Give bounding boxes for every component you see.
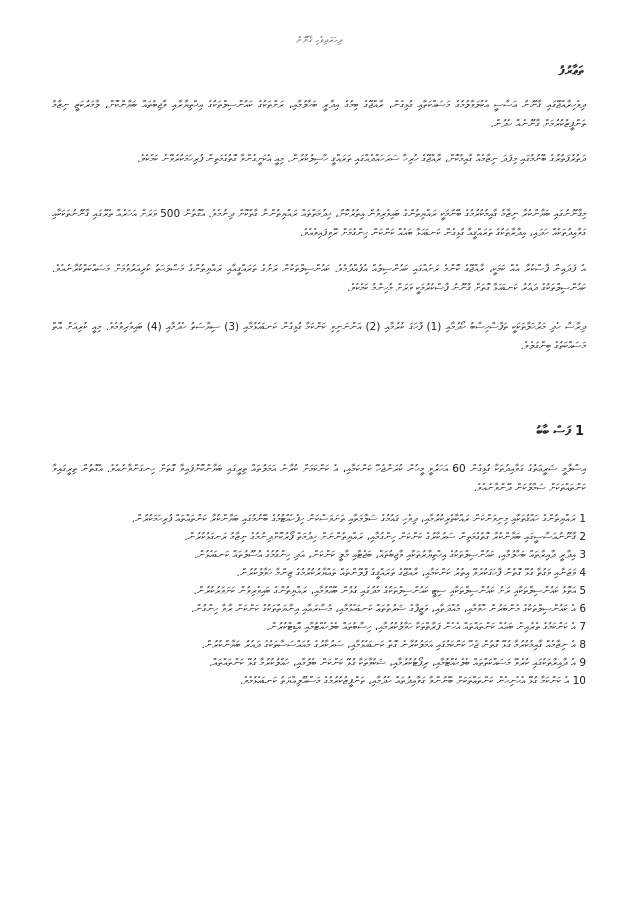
paragraph-3: މިޤާނޫނުގައި ބަޔާންކުރާ ނިޒާމު ގާއިމުކުރުމުގެ ބޭނުމަކީ ރައްޔިތުންގެ ބައިވެރިވުން އިތުރުކޮށް، ޚިދުމަތްތައް ރައްޔިތުންނާ ގާތްކޮށް ދިނުމެވެ. އެގޮތުން 500 ވަރަށް އަހަރެއް ތެރޭގައި ޤާނޫނުތަކަކާއި ގަވާއިދުތަކެއް ހަދައި، އިދާރާތަކުގެ ތަރައްޤީއާ ގުޅިގެން ކަނޑައަޅާ ބައެއް ކަންކަން ހިންގުމަށް ރޭވިފައިވެއެވެ. [52, 208, 586, 239]
list-number: 6 [579, 603, 586, 615]
list-item [52, 672, 586, 690]
list-number: 10 [572, 675, 586, 687]
list-text: އެ ނިޒާމެއް ގާއިމުކުރުމާ ގުޅޭ ގޮތުން ޖެހޭ ކަންކަމުގައި އަމަލުކުރާނެ ގޮތް ކަނޑައެޅުމާއި، ސަރުކާރުގެ މުއައްސަސާތަކުގެ ދައުރު ބަޔާންކުރުން. [201, 639, 576, 651]
paragraph-1: ދިވެހިރާއްޖޭގައި ޤާނޫނު އަސާސީ އެކުލަވާލުމުގެ މަސައްކަތާއި ގުޅިގެން، ރާއްޖޭގެ ބިމުގެ އިދާރީ ބަހާލުމާއި، ރަށްތަކުގެ ކައުންސިލްތަކުގެ އިޚްތިޔާރާއި ވާޖިބުތައް ބަޔާންކޮށް، ލާމަރުކަޒީ ނިޒާމު ތަންފީޒުކުރުމަށް ޤާނޫނެއް ހެދުން. [52, 99, 586, 130]
list-item [52, 528, 586, 546]
list-text: އެ ކަންކަމާ ގުޅޭ އެހެނިހެން ކަންތައްތަކަށް ބޭނުންވާ ގަވާއިދުތައް ހެދުމާއި، ތަންފީޒުކުރުމުގެ މަސްއޫލިއްޔަތު ކަނޑައެޅުމެވެ. [240, 675, 570, 687]
numbered-list [52, 510, 586, 690]
list-text: އެ ދާއިރާތަކުގައި ކުރެވޭ މަސައްކަތްތައް ބެލެހެއްޓުމާއި، ރިޕޯޓުކުރުމާއި، ޝަކުވާތަކާ ގުޅޭ ކަންކަން ބެލުމާއި، ހައްލުކުރުމާ ގުޅޭ ކަންތައްތައް. [209, 657, 576, 669]
list-item [52, 600, 586, 618]
list-item [52, 582, 586, 600]
list-text: ވަޒަނާއި ވަގުތާ ގުޅޭ ގޮތުން ފާހަގަކުރެވޭ އިތުރު ކަންކަމާއި، ރާއްޖޭގެ ތަރައްޤީގެ ޕްލޭންތައް ތައްޔާރުކުރުމުގެ ޒިންމާ ހަވާލުކުރުން. [236, 567, 576, 579]
running-header: ދިހަރަދިވެހި ޤާނޫނު [295, 36, 343, 46]
list-item [52, 546, 586, 564]
list-text: ރައްޔިތުންގެ ހައްޤުތަކާއި މިނިވަންކަން ރައްކާތެރިކުރުމާއި، ދިވެހި ޤައުމުގެ ސަލާމަތާއި ތަނަވަސްކަން ހިފެހެއްޓުމުގެ ބޭނުމުގައި ބަޔާންކުރާ ކަންތައްތައް ފުރިހަމަކުރުން. [131, 513, 576, 525]
paragraph-5: ދިރާސާ ހެދި މަރުޙަލާތަކަކީ ތަފާސްހިސާބު ހޯދުމާއި (1) ފާހަގަ ކުރުމާއި (2) އަންނަނިވި ކަންކަމާ ގުޅިގެން ކަނޑައެޅުމާއި (3) ސިޔާސަތު ހެދުމާއި (4) ބައިވެރިވުމެވެ. މިއީ ކުރިއަށް އޮތް މަސައްކަތުގެ ބިންގަލެވެ. [52, 321, 587, 352]
list-text: އަތޮޅު ކައުންސިލްތަކާއި ރަށު ކައުންސިލްތަކާއި ސިޓީ ކައުންސިލްތަކުގެ މެދުގައި ގުޅުން ބޭއްވުމާއި، ރައްޔިތުންގެ ބައިވެރިވުން ކަށަވަރުކުރުން. [193, 585, 576, 597]
list-item [52, 654, 586, 672]
document-title: ތަޢާރުފު [558, 64, 584, 79]
list-item [52, 636, 586, 654]
section-intro: އިސްލާމީ ޝަރީޢަތުގެ ގަވާއިދުތަކާ ގުޅިގެން 60 އަހަރުވީ މީހުން ކުރަންޖެހޭ ކަންކަމާއި، އެ ކަންކަމަށް ކުރާނެ އަމަލުތައް ތިރީގައި ބަޔާންކޮށްފައިވާ ގޮތަށް ހިނގަންވާނެއެވެ. އެގޮތުން ތިރީގައިވާ ކަންތައްތަކަށް ސަމާލުކަން ދޭންވާނެއެވެ. [52, 463, 586, 494]
list-item [52, 618, 586, 636]
list-text: ޤާނޫނުއަސާސީގައި ބަޔާންކުރާ ގޮތުގެމަތިން ސަރުކާރުގެ ކަންކަން ހިންގުމާއި، ރައްޔިތުންނަށް ޚިދުމަތް ފޯރުކޮށްދިނުމުގެ ނިޒާމު ރަނގަޅުކުރުން. [184, 531, 576, 543]
paragraph-2: ދަތުރުފަތުރުގެ ބޭނުމުގައި މިފަދަ ނިޒާމެއް ގާއިމުކޮށް، ރާއްޖޭގެ ހުރިހާ ސަރަހައްދެއްގައި ތަރައްޤީ ހާސިލުކުރުން. މިއީ އެކަށީގެންވާ ގޮތުގެމަތިން ފުރިހަމަކުރެވޭނެ ކަމެކެވެ. [137, 153, 586, 165]
list-number: 2 [579, 531, 586, 543]
section-heading: 1 ފަސް ބާބު [536, 424, 584, 439]
list-number: 5 [579, 585, 586, 597]
list-number: 1 [579, 513, 586, 525]
list-number: 9 [579, 657, 586, 669]
list-number: 4 [579, 567, 586, 579]
list-number: 8 [579, 639, 586, 651]
list-number: 7 [579, 621, 586, 633]
list-text: އެ ކައުންސިލްތަކުގެ މެންބަރުން ހޮވުމާއި، މުއްދަތާއި، ވަޒީފާގެ ޝަރުތުތައް ކަނޑައެޅުމާއި، މުސާރައާއި އިނާޔަތްތަކުގެ ކަންކަން ރާވާ ހިންގުން. [191, 603, 576, 615]
list-text: އިދާރީ ދާއިރާތައް ބަހާލުމާއި، ކައުންސިލްތަކުގެ އިޚްތިޔާރުތަކާއި ވާޖިބުތައް، ބަޖެޓާއި މާލީ ކަންކަން، އަދި ހިންގުމުގެ އުސޫލުތައް ކަނޑައެޅުން. [194, 549, 576, 561]
paragraph-4: އެ ފަދައިން ފާސްކުރާ އެއް ކަމަކީ، ރާއްޖޭގެ ކޮންމެ ރަށެއްގައި ކައުންސިލެއް އުފެއްދުމެވެ. ކައުންސިލްތަކުން ރަށުގެ ތަރައްޤީއާއި ރައްޔިތުންގެ މަޞްލަޙަތު ކުރިއަރުވުމަށް މަސައްކަތްކުރާނެއެވެ. ކައުންސިލްތަކުގެ ދައުރު ކަނޑައަޅާ ގޮތަށް ޤާނޫނު ފާސްކުރުމަކީ ވަރަށް މުހިންމު ކަމެކެވެ. [52, 263, 586, 294]
list-number: 3 [579, 549, 586, 561]
list-item [52, 510, 586, 528]
list-text: އެ ކަންކަމުގެ ތެރެއިން ބައެއް ކަންތައްތައް އެހެން ފަރާތްތަކާ ހަވާލުކުރުމާއި، ހިސާބުތައް ބެލެހެއްޓުމާއި އޮޑިޓްކުރުން. [266, 621, 576, 633]
list-item [52, 564, 586, 582]
